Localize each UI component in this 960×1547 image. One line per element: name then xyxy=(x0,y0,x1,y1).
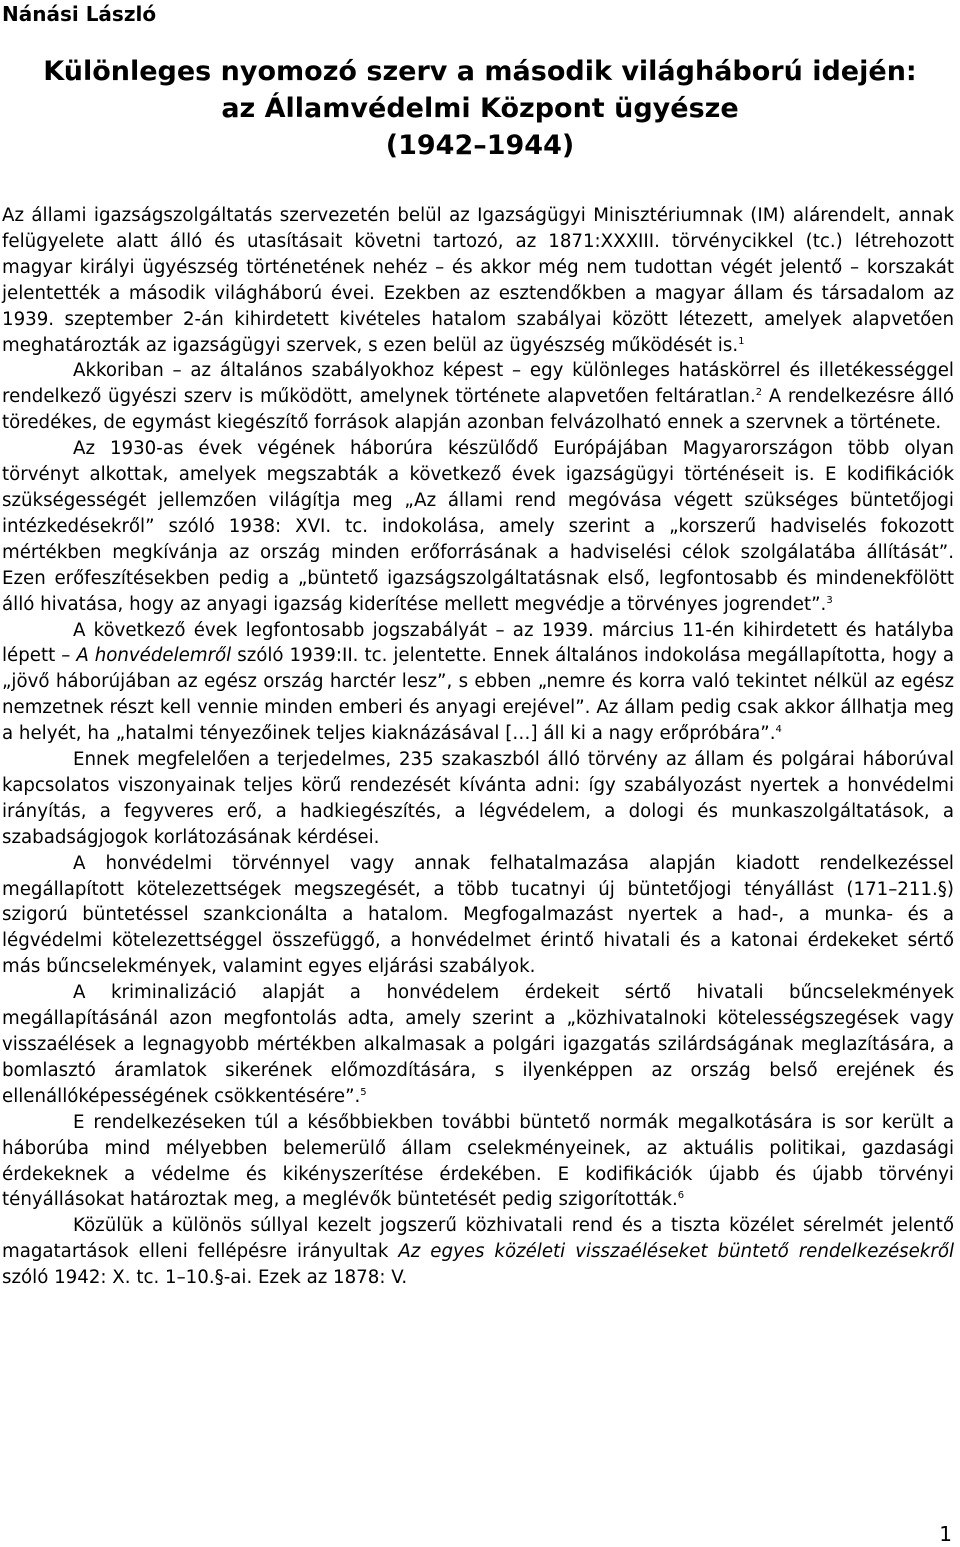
footnote-ref[interactable]: 1 xyxy=(738,335,745,347)
paragraph-text: E rendelkezéseken túl a későbbiekben további büntető normák megalkotására is sor került a háborúba mind mélyebben belemerülő állam cselekményeinek, az aktuális politikai, gazdasági érdekeknek a védelme és kikényszerítése érdekében. E kodifikációk újabb és újabb törvényi tényállásokat határoztak meg, a meglévők büntetését pedig szigorították. xyxy=(2,1111,954,1211)
paragraph-text: Közülük a különös súllyal kezelt jogszerű közhivatali rend és a tiszta közélet sérelmét jelentő magatartások elleni fellépésre irányultak xyxy=(2,1215,954,1263)
paragraph-text: Akkoriban – az általános szabályokhoz képest – egy különleges hatáskörrel és illetékességgel rendelkező ügyészi szerv is működött, amelynek története alapvetően feltáratlan. xyxy=(2,360,954,408)
paragraph-text: Ennek megfelelően a terjedelmes, 235 szakaszból álló törvény az állam és polgárai háborúval kapcsolatos viszonyainak teljes körű rendezését kívánta adni: így szabályozást nyertek a honvédelmi irányítás, a fegyveres erő, a hadkiegészítés, a légvédelem, a dologi és munkaszolgáltatások, a szabadságjogok korlátozásának kérdései. xyxy=(2,749,954,848)
paragraph xyxy=(2,1110,954,1214)
title-line: Különleges nyomozó szerv a második világháború idején: xyxy=(43,56,917,87)
paragraph-text: A következő évek legfontosabb jogszabályát – az 1939. március 11-én kihirdetett és hatályba lépett – xyxy=(2,619,954,667)
cited-law-title: A honvédelemről xyxy=(76,645,232,667)
paragraph xyxy=(2,436,954,617)
article-body xyxy=(2,203,954,1291)
footnote-ref[interactable]: 2 xyxy=(755,387,763,399)
paragraph xyxy=(2,203,954,358)
paragraph-text: szóló 1942: X. tc. 1–10.§-ai. Ezek az 1878: V. xyxy=(2,1267,408,1289)
paragraph xyxy=(2,358,954,436)
footnote-ref[interactable]: 3 xyxy=(826,594,833,606)
paragraph xyxy=(2,618,954,748)
page-number: 1 xyxy=(939,1522,952,1546)
title-line: az Államvédelmi Központ ügyésze xyxy=(221,93,739,124)
title-line: (1942–1944) xyxy=(385,130,575,161)
article-title xyxy=(0,53,960,164)
footnote-ref[interactable]: 4 xyxy=(775,724,782,736)
footnote-ref[interactable]: 5 xyxy=(360,1086,367,1098)
paragraph xyxy=(2,1213,954,1291)
paragraph-text: A honvédelmi törvénnyel vagy annak felhatalmazása alapján kiadott rendelkezéssel megállapított kötelezettségek megszegését, a több tucatnyi új büntetőjogi tényállást (171–211.§) szigorú büntetéssel szankcionálta a hatalom. Megfogalmazást nyertek a had-, a munka- és a légvédelmi kötelezettséggel összefüggő, a honvédelmet érintő hivatali és a katonai érdekeket sértő más bűncselekmények, valamint egyes eljárási szabályok. xyxy=(2,852,954,978)
paragraph-text: Az 1930-as évek végének háborúra készülődő Európájában Magyarországon több olyan törvényt alkottak, amelyek megszabták a következő évek igazságügyi történéseit is. E kodifikációk szükségességét jellemzően világítja meg „Az állami rend megóvása végett szükséges büntetőjogi intézkedésekről” szóló 1938: XVI. tc. indokolása, amely szerint a „korszerű hadviselés fokozott mértékben megkívánja az ország minden erőforrásának a hadviselési célok szolgálatába állítását”. Ezen erőfeszítésekben pedig a „büntető igazságszolgáltatásnak első, legfontosabb és mindenekfölött álló hivatása, hogy az anyagi igazság kiderítése mellett megvédje a törvényes jogrendet”. xyxy=(2,438,954,615)
paragraph-text: szóló 1939:II. tc. jelentette. Ennek általános indokolása megállapította, hogy a „jövő háborújában az egész ország harctér lesz”, s ebben „nemre és korra való tekintet nélkül az egész nemzetnek részt kell vennie minden emberi és anyagi erejével”. Az állam pedig csak akkor állhatja meg a helyét, ha „hatalmi tényezőinek teljes kiaknázásával […] áll ki a nagy erőpróbára”. xyxy=(2,645,954,745)
paragraph-text: A kriminalizáció alapját a honvédelem érdekeit sértő hivatali bűncselekmények megállapításánál azon megfontolás adta, amely szerint a „közhivatalnoki kötelességszegések vagy visszaélések a legnagyobb mértékben alkalmasak a polgári igazgatás szilárdságának meglazítására, a bomlasztó áramlatok sikerének előmozdítására, s ilyenképpen az ország belső erejének és ellenállóképességének csökkentésére”. xyxy=(2,982,954,1107)
author-name: Nánási László xyxy=(2,2,157,26)
paragraph-text: Az állami igazságszolgáltatás szervezetén belül az Igazságügyi Minisztériumnak (IM) alárendelt, annak felügyelete alatt álló és utasításait követni tartozó, az 1871:XXXIII. törvénycikkel (tc.) létrehozott magyar királyi ügyészség történetének nehéz – és akkor még nem tudottan végét jelentő – korszakát jelentették a második világháború évei. Ezekben az esztendőkben a magyar állam és társadalom az 1939. szeptember 2-án kihirdetett kivételes hatalom szabályai között létezett, amelyek alapvetően meghatározták az igazságügyi szervek, s ezen belül az ügyészség működését is. xyxy=(2,205,954,356)
cited-law-title: Az egyes közéleti visszaéléseket büntető rendelkezésekről xyxy=(398,1241,954,1263)
paragraph xyxy=(2,851,954,981)
paragraph xyxy=(2,747,954,851)
paragraph-text: A rendelkezésre álló töredékes, de egymást kiegészítő források alapján azonban felvázolható ennek a szervnek a története. xyxy=(2,386,954,434)
footnote-ref[interactable]: 6 xyxy=(677,1190,685,1202)
paragraph xyxy=(2,980,954,1110)
